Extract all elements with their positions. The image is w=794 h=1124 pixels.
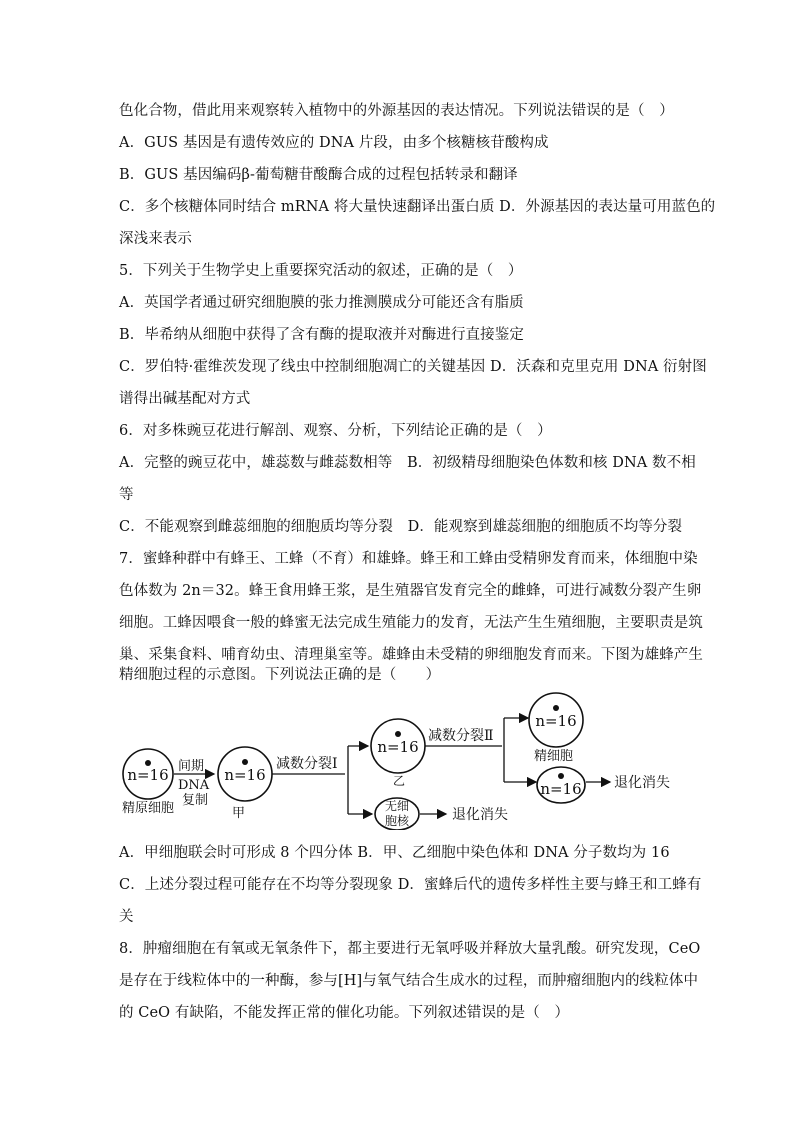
question-7: 7．蜜蜂种群中有蜂王、工蜂（不育）和雄蜂。蜂王和工蜂由受精卵发育而来，体细胞中染	[119, 551, 698, 567]
option-b: B．毕希纳从细胞中获得了含有酶的提取液并对酶进行直接鉴定	[119, 327, 524, 343]
spermatogonium-cell	[123, 749, 173, 799]
question-8: 8．肿瘤细胞在有氧或无氧条件下，都主要进行无氧呼吸并释放大量乳酸。研究发现，CeO	[119, 941, 701, 957]
text-line: 色体数为 2n＝32。蜂王食用蜂王浆，是生殖器官发育完全的雌蜂，可进行减数分裂产生卵	[119, 583, 702, 599]
dna-label: DNA	[178, 778, 210, 793]
option-a: A．英国学者通过研究细胞膜的张力推测膜成分可能还含有脂质	[119, 295, 524, 311]
option-c-d: C．不能观察到雌蕊细胞的细胞质均等分裂 D．能观察到雄蕊细胞的细胞质不均等分裂	[119, 519, 683, 535]
spermatogonium-label: 精原细胞	[122, 801, 175, 816]
sperm-cell-label: 精细胞	[534, 749, 574, 764]
text-line: 关	[119, 909, 134, 925]
svg-text:n=16: n=16	[224, 766, 266, 784]
svg-text:n=16: n=16	[535, 712, 577, 730]
option-a: A．GUS 基因是有遗传效应的 DNA 片段，由多个核糖核苷酸构成	[119, 135, 549, 151]
sperm-cell	[529, 693, 583, 747]
anucleate-cell	[375, 798, 419, 830]
interphase-label: 间期	[178, 759, 205, 774]
option-c-d: C．上述分裂过程可能存在不均等分裂现象 D．蜜蜂后代的遗传多样性主要与蜂王和工蜂有	[119, 877, 702, 893]
svg-text:胞核: 胞核	[384, 814, 410, 828]
text-line: 精细胞过程的示意图。下列说法正确的是（ ）	[119, 667, 441, 683]
text-line: 等	[119, 487, 134, 503]
svg-text:n=16: n=16	[540, 780, 582, 798]
text-line: 谱得出碱基配对方式	[119, 391, 251, 407]
option-b: B．GUS 基因编码β-葡萄糖苷酸酶合成的过程包括转录和翻译	[119, 167, 518, 183]
text-line: 的 CeO 有缺陷，不能发挥正常的催化功能。下列叙述错误的是（ ）	[119, 1005, 570, 1021]
cell-yi-label: 乙	[393, 774, 406, 788]
meiosis1-label: 减数分裂Ⅰ	[276, 756, 338, 772]
cell-jia	[218, 747, 272, 801]
svg-text:n=16: n=16	[127, 766, 169, 784]
option-c-d: C．多个核糖体同时结合 mRNA 将大量快速翻译出蛋白质 D．外源基因的表达量可用蓝色的	[119, 199, 716, 215]
replication-label: 复制	[182, 793, 209, 808]
cell-jia-label: 甲	[232, 806, 246, 821]
question-6: 6．对多株豌豆花进行解剖、观察、分析，下列结论正确的是（ ）	[119, 423, 552, 439]
degenerating-cell	[537, 767, 585, 803]
svg-text:n=16: n=16	[377, 738, 419, 756]
text-line: 细胞。工蜂因喂食一般的蜂蜜无法完成生殖能力的发育，无法产生生殖细胞，主要职责是筑	[119, 615, 703, 631]
question-5: 5．下列关于生物学史上重要探究活动的叙述，正确的是（ ）	[119, 263, 523, 279]
spermatogenesis-diagram	[110, 690, 700, 830]
option-a-b: A．完整的豌豆花中，雄蕊数与雌蕊数相等 B．初级精母细胞染色体数和核 DNA 数不相	[119, 455, 696, 471]
option-a-b: A．甲细胞联会时可形成 8 个四分体 B．甲、乙细胞中染色体和 DNA 分子数均为 16	[119, 845, 670, 861]
svg-text:无细: 无细	[384, 799, 410, 813]
text-line: 巢、采集食料、哺育幼虫、清理巢室等。雄蜂由未受精的卵细胞发育而来。下图为雄蜂产生	[119, 647, 703, 663]
text-line: 是存在于线粒体中的一种酶，参与[H]与氧气结合生成水的过程，而肿瘤细胞内的线粒体中	[119, 973, 699, 989]
degenerate-label: 退化消失	[614, 775, 670, 791]
option-c-d: C．罗伯特·霍维茨发现了线虫中控制细胞凋亡的关键基因 D．沃森和克里克用 DNA 衍射图	[119, 359, 707, 375]
degenerate-label: 退化消失	[452, 807, 508, 823]
meiosis2-label: 减数分裂Ⅱ	[428, 728, 494, 744]
text-line: 色化合物，借此用来观察转入植物中的外源基因的表达情况。下列说法错误的是（ ）	[119, 103, 674, 119]
text-line: 深浅来表示	[119, 231, 192, 247]
cell-yi	[371, 719, 425, 773]
